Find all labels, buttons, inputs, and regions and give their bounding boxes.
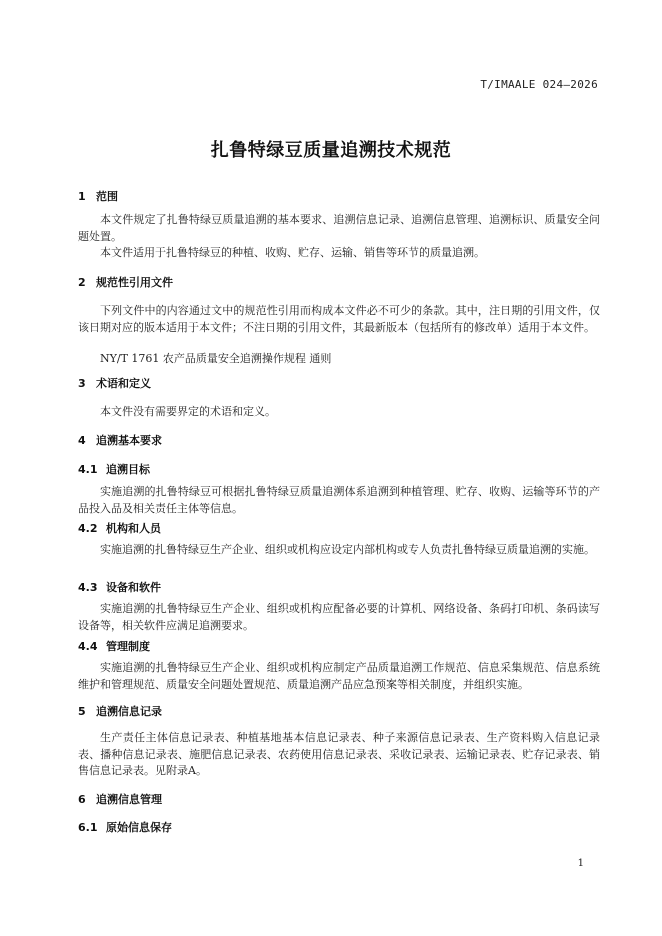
section-title: 范围 — [96, 190, 118, 203]
section-title: 管理制度 — [106, 640, 150, 653]
standard-code: T/IMAALE 024—2026 — [480, 78, 598, 91]
section-2-heading — [78, 276, 173, 290]
section-2-paragraph-1: 下列文件中的内容通过文中的规范性引用而构成本文件必不可少的条款。其中，注日期的引用文件，仅该日期对应的版本适用于本文件；不注日期的引用文件，其最新版本（包括所有的修改单）适用于本文件。 — [78, 304, 600, 334]
section-number: 4 — [78, 434, 86, 447]
normative-reference: NY/T 1761 农产品质量安全追溯操作规程 通则 — [100, 352, 332, 365]
section-title: 追溯目标 — [106, 463, 150, 476]
section-4-3-heading — [78, 581, 161, 595]
section-4-4-heading — [78, 640, 150, 654]
section-number: 4.3 — [78, 581, 98, 594]
section-title: 设备和软件 — [106, 581, 161, 594]
document-title: 扎鲁特绿豆质量追溯技术规范 — [210, 140, 452, 161]
section-4-3-paragraph: 实施追溯的扎鲁特绿豆生产企业、组织或机构应配备必要的计算机、网络设备、条码打印机、条码读写设备等，相关软件应满足追溯要求。 — [78, 602, 600, 632]
section-3-heading — [78, 377, 151, 391]
section-title: 机构和人员 — [106, 522, 161, 535]
page-number: 1 — [577, 858, 584, 869]
section-1-heading — [78, 190, 118, 204]
section-4-heading — [78, 434, 162, 448]
section-1-paragraph-2: 本文件适用于扎鲁特绿豆的种植、收购、贮存、运输、销售等环节的质量追溯。 — [100, 246, 485, 259]
section-5-heading — [78, 705, 162, 719]
section-number: 5 — [78, 705, 86, 718]
section-5-paragraph: 生产责任主体信息记录表、种植基地基本信息记录表、种子来源信息记录表、生产资料购入信息记录表、播种信息记录表、施肥信息记录表、农药使用信息记录表、采收记录表、运输记录表、贮存记录表、销售信息记录表。见附录A。 — [78, 731, 600, 777]
section-4-1-heading — [78, 463, 150, 477]
section-1-paragraph-1: 本文件规定了扎鲁特绿豆质量追溯的基本要求、追溯信息记录、追溯信息管理、追溯标识、质量安全问题处置。 — [78, 213, 600, 243]
section-4-2-paragraph: 实施追溯的扎鲁特绿豆生产企业、组织或机构应设定内部机构或专人负责扎鲁特绿豆质量追溯的实施。 — [100, 543, 595, 556]
section-number: 1 — [78, 190, 86, 203]
section-number: 2 — [78, 276, 86, 289]
section-title: 规范性引用文件 — [96, 276, 173, 289]
section-number: 4.4 — [78, 640, 98, 653]
section-number: 6.1 — [78, 821, 98, 834]
section-6-heading — [78, 793, 162, 807]
section-title: 追溯基本要求 — [96, 434, 162, 447]
section-title: 追溯信息记录 — [96, 705, 162, 718]
section-title: 术语和定义 — [96, 377, 151, 390]
section-title: 原始信息保存 — [106, 821, 172, 834]
section-number: 6 — [78, 793, 86, 806]
section-4-2-heading — [78, 522, 161, 536]
section-number: 3 — [78, 377, 86, 390]
section-title: 追溯信息管理 — [96, 793, 162, 806]
section-number: 4.1 — [78, 463, 98, 476]
section-4-4-paragraph: 实施追溯的扎鲁特绿豆生产企业、组织或机构应制定产品质量追溯工作规范、信息采集规范、信息系统维护和管理规范、质量安全问题处置规范、质量追溯产品应急预案等相关制度，并组织实施。 — [78, 661, 600, 691]
section-3-paragraph: 本文件没有需要界定的术语和定义。 — [100, 405, 276, 418]
section-4-1-paragraph: 实施追溯的扎鲁特绿豆可根据扎鲁特绿豆质量追溯体系追溯到种植管理、贮存、收购、运输等环节的产品投入品及相关责任主体等信息。 — [78, 485, 600, 515]
section-number: 4.2 — [78, 522, 98, 535]
section-6-1-heading — [78, 821, 172, 835]
